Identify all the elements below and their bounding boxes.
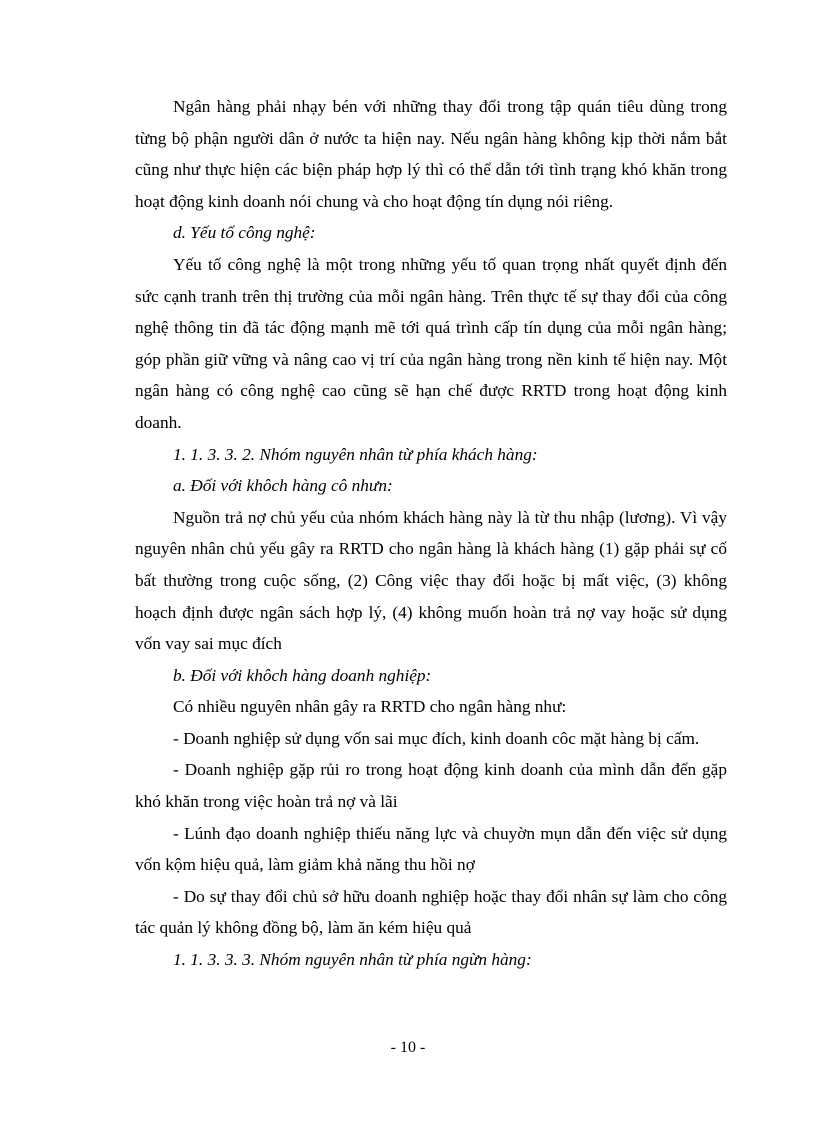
bullet-leadership: - Lúnh đạo doanh nghiệp thiếu năng lực và chuyờn mụn dẫn đến việc sử dụng vốn kộm hiệu quả, làm giảm khả năng thu hồi nợ (135, 823, 727, 875)
document-body (135, 91, 727, 976)
bullet-ownership-change: - Do sự thay đổi chủ sở hữu doanh nghiệp hoặc thay đổi nhân sự làm cho công tác quản lý không đồng bộ, làm ăn kém hiệu quả (135, 886, 727, 938)
bullet-business-risk: - Doanh nghiệp gặp rủi ro trong hoạt động kinh doanh của mình dẫn đến gặp khó khăn trong việc hoàn trả nợ và lãi (135, 760, 727, 812)
page-number: - 10 - (390, 1039, 426, 1056)
paragraph-consumer-habits: Ngân hàng phải nhạy bén với những thay đổi trong tập quán tiêu dùng trong từng bộ phận người dân ở nước ta hiện nay. Nếu ngân hàng không kịp thời nắm bắt cũng như thực hiện các biện pháp hợp lý thì có thể dẫn tới tình trạng khó khăn trong hoạt động kinh doanh nói chung và cho hoạt động tín dụng nói riêng. (135, 97, 727, 211)
heading-individual-customers: a. Đối với khôch hàng cô nhưn: (173, 476, 393, 496)
bullet-misuse-capital: - Doanh nghiệp sử dụng vốn sai mục đích, kinh doanh côc mặt hàng bị cấm. (173, 728, 700, 748)
paragraph-business-intro: Có nhiều nguyên nhân gây ra RRTD cho ngân hàng như: (173, 697, 567, 717)
heading-bank-causes: 1. 1. 3. 3. 3. Nhóm nguyên nhân từ phía ngừn hàng: (173, 950, 532, 970)
paragraph-technology: Yếu tố công nghệ là một trong những yếu tố quan trọng nhất quyết định đến sức cạnh tranh trên thị trường của mỗi ngân hàng. Trên thực tế sự thay đổi của công nghệ thông tin đã tác động mạnh mẽ tới quá trình cấp tín dụng của mỗi ngân hàng; góp phần giữ vững và nâng cao vị trí của ngân hàng trong nền kinh tế hiện nay. Một ngân hàng có công nghệ cao cũng sẽ hạn chế được RRTD trong hoạt động kinh doanh. (135, 254, 727, 432)
heading-customer-causes: 1. 1. 3. 3. 2. Nhóm nguyên nhân từ phía khách hàng: (173, 444, 538, 464)
paragraph-individual-customers: Nguồn trả nợ chủ yếu của nhóm khách hàng này là từ thu nhập (lương). Vì vậy nguyên nhân chủ yếu gây ra RRTD cho ngân hàng là khách hàng (1) gặp phải sự cố bất thường trong cuộc sống, (2) Công việc thay đổi hoặc bị mất việc, (3) không hoạch định được ngân sách hợp lý, (4) không muốn hoàn trả nợ vay hoặc sử dụng vốn vay sai mục đích (135, 507, 727, 654)
heading-technology-factor: d. Yếu tố công nghệ: (173, 223, 316, 243)
heading-business-customers: b. Đối với khôch hàng doanh nghiệp: (173, 665, 432, 685)
